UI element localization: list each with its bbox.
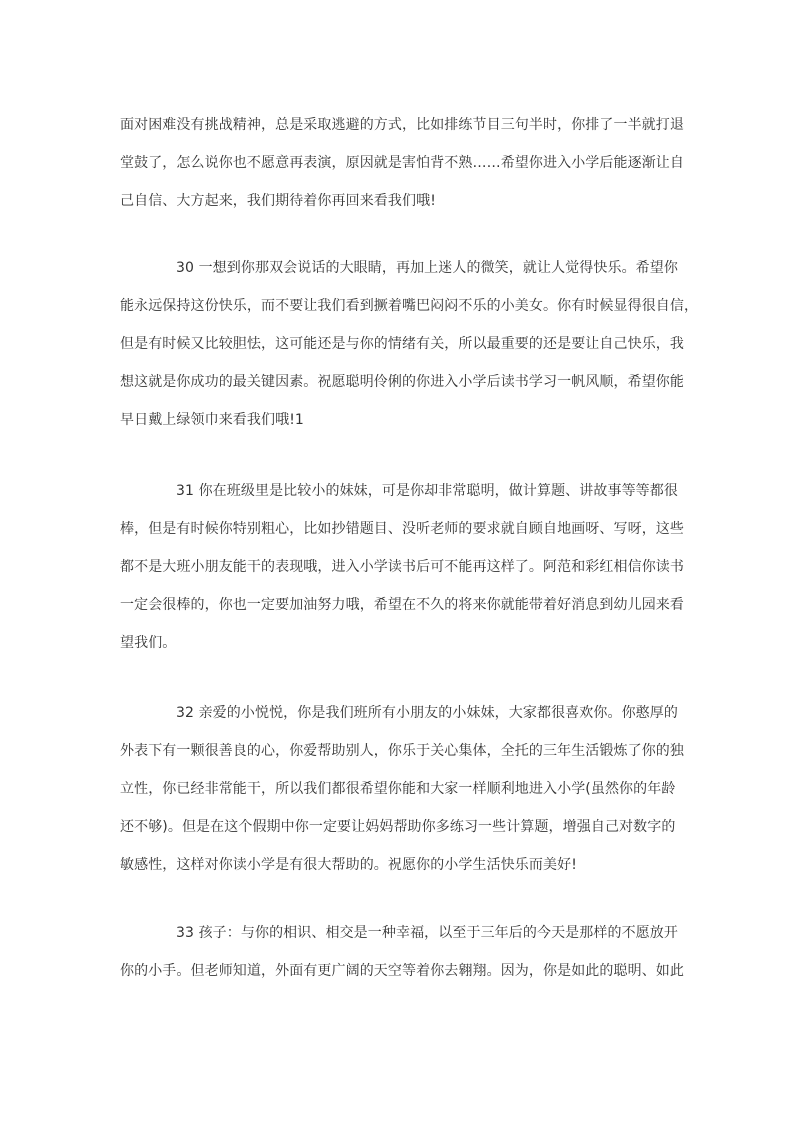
paragraph-continuation xyxy=(120,106,684,220)
text-line: 立性，你已经非常能干，所以我们都很希望你能和大家一样顺利地进入小学(虽然你的年龄 xyxy=(120,781,676,797)
text-line: 都不是大班小朋友能干的表现哦，进入小学读书后可不能再这样了。阿范和彩红相信你读书 xyxy=(120,559,684,575)
text-line: 棒，但是有时候你特别粗心，比如抄错题目、没听老师的要求就自顾自地画呀、写呀，这些 xyxy=(120,521,684,537)
text-line: 32 亲爱的小悦悦，你是我们班所有小朋友的小妹妹，大家都很喜欢你。你憨厚的 xyxy=(176,705,678,721)
text-line: 外表下有一颗很善良的心，你爱帮助别人，你乐于关心集体，全托的三年生活锻炼了你的独 xyxy=(120,743,684,759)
paragraph-32 xyxy=(120,694,684,884)
text-line: 想这就是你成功的最关键因素。祝愿聪明伶俐的你进入小学后读书学习一帆风顺，希望你能 xyxy=(120,374,684,390)
paragraph-31 xyxy=(120,472,684,662)
text-line: 堂鼓了，怎么说你也不愿意再表演，原因就是害怕背不熟……希望你进入小学后能逐渐让自 xyxy=(120,155,684,171)
text-line: 早日戴上绿领巾来看我们哦!1 xyxy=(120,412,304,428)
text-line: 33 孩子：与你的相识、相交是一种幸福，以至于三年后的今天是那样的不愿放开 xyxy=(176,925,678,941)
text-line: 面对困难没有挑战精神，总是采取逃避的方式，比如排练节目三句半时，你排了一半就打退 xyxy=(120,117,684,133)
paragraph-30 xyxy=(120,249,699,439)
text-line: 31 你在班级里是比较小的妹妹，可是你却非常聪明，做计算题、讲故事等等都很 xyxy=(176,483,678,499)
text-line: 敏感性，这样对你读小学是有很大帮助的。祝愿你的小学生活快乐而美好! xyxy=(120,857,577,873)
text-line: 但是有时候又比较胆怯，这可能还是与你的情绪有关，所以最重要的还是要让自己快乐，我 xyxy=(120,336,684,352)
text-line: 己自信、大方起来，我们期待着你再回来看我们哦! xyxy=(120,193,436,209)
paragraph-33 xyxy=(120,914,684,990)
text-line: 能永远保持这份快乐，而不要让我们看到撅着嘴巴闷闷不乐的小美女。你有时候显得很自信， xyxy=(120,298,699,314)
text-line: 30 一想到你那双会说话的大眼睛，再加上迷人的微笑，就让人觉得快乐。希望你 xyxy=(176,260,678,276)
text-line: 一定会很棒的，你也一定要加油努力哦，希望在不久的将来你就能带着好消息到幼儿园来看 xyxy=(120,597,684,613)
text-line: 望我们。 xyxy=(120,635,177,651)
text-line: 还不够)。但是在这个假期中你一定要让妈妈帮助你多练习一些计算题，增强自己对数字的 xyxy=(120,819,676,835)
text-line: 你的小手。但老师知道，外面有更广阔的天空等着你去翱翔。因为，你是如此的聪明、如此 xyxy=(120,963,684,979)
